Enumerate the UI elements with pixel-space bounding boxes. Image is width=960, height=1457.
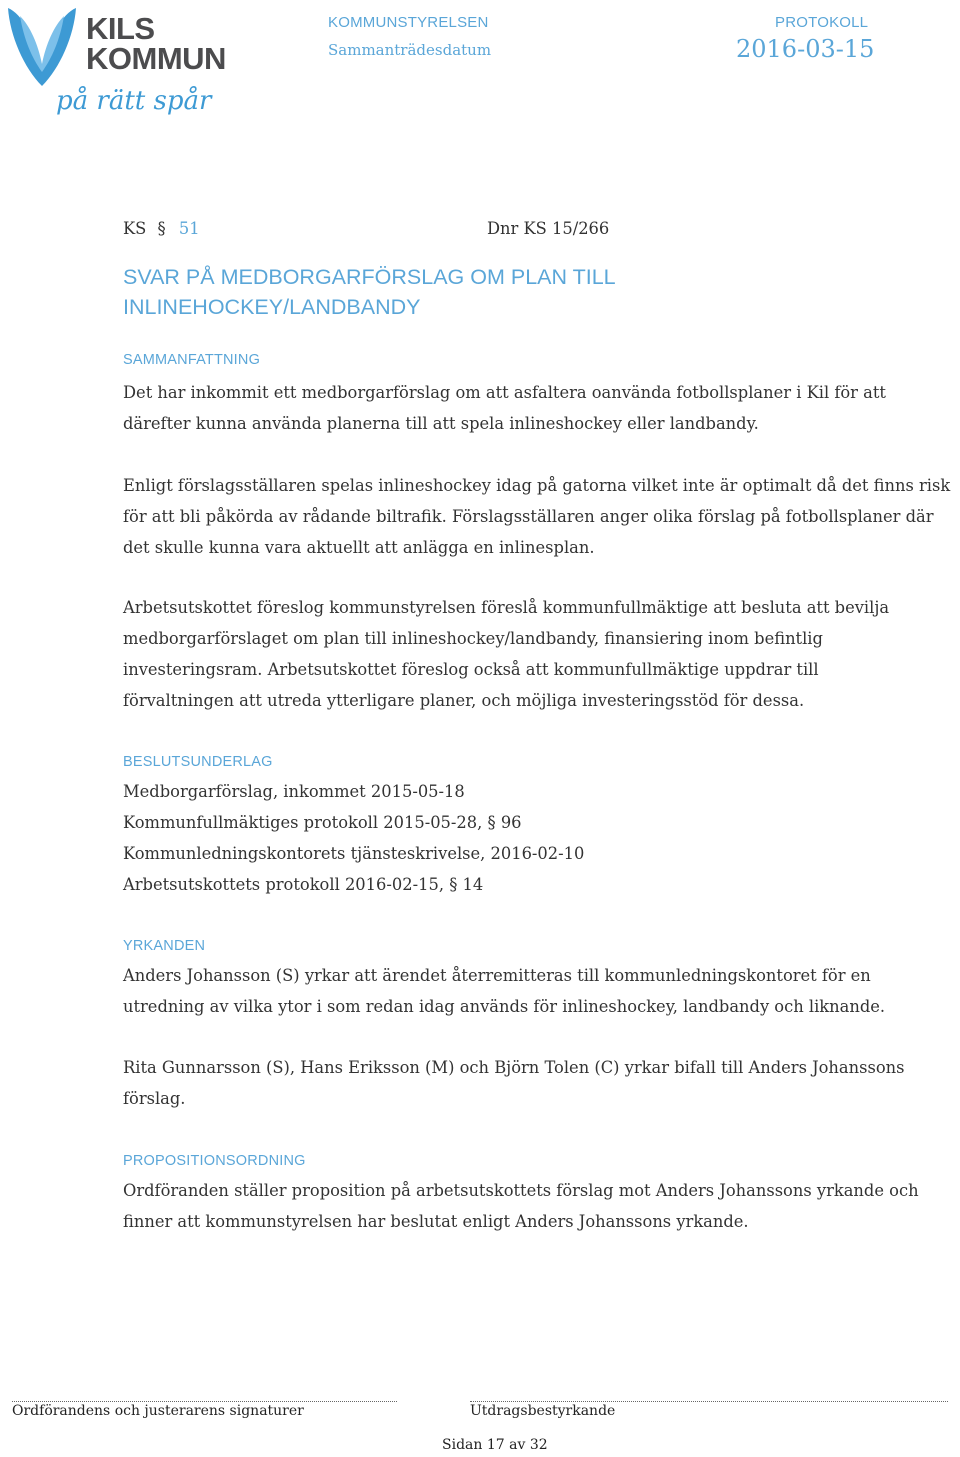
meeting-date: 2016-03-15 — [736, 35, 875, 63]
case-reference — [123, 219, 200, 238]
proposition-heading: PROPOSITIONSORDNING — [123, 1153, 306, 1169]
page-number: Sidan 17 av 32 — [442, 1437, 548, 1453]
basis-item-text: Kommunfullmäktiges protokoll 2015-05-28, — [123, 813, 483, 832]
motions-paragraph-2: Rita Gunnarsson (S), Hans Eriksson (M) och Björn Tolen (C) yrkar bifall till Anders Johanssons förslag. — [123, 1058, 905, 1108]
summary-heading: SAMMANFATTNING — [123, 352, 261, 368]
signatures-label: Ordförandens och justerarens signaturer — [12, 1403, 304, 1419]
basis-heading: BESLUTSUNDERLAG — [123, 754, 273, 770]
summary-paragraph-2: Enligt förslagsställaren spelas inlineshockey idag på gatorna vilket inte är optimalt då det finns risk för att bli påkörda av rådande biltrafik. Förslagsställaren anger olika förslag på fotbollsplaner där det skulle kunna vara aktuellt att anlägga en inlinesplan. — [123, 476, 951, 557]
doc-type: PROTOKOLL — [775, 14, 869, 31]
basis-item-text: Medborgarförslag, inkommet 2015-05-18 — [123, 782, 465, 801]
logo-line-2: KOMMUN — [86, 41, 226, 76]
basis-item-text: Kommunledningskontorets tjänsteskrivelse, 2016-02-10 — [123, 844, 585, 863]
extract-line — [470, 1401, 948, 1402]
body-label: KOMMUNSTYRELSEN — [328, 14, 489, 31]
summary-paragraph-3: Arbetsutskottet föreslog kommunstyrelsen föreslå kommunfullmäktige att besluta att bevilja medborgarförslaget om plan till inlineshockey/landbandy, finansiering inom befintlig investeringsram. Arbetsutskottet föreslog också att kommunfullmäktige uppdrar till förvaltningen att utreda ytterligare planer, och möjliga investeringsstöd för dessa. — [123, 598, 890, 710]
section-sign: § — [157, 219, 166, 238]
dnr: Dnr KS 15/266 — [487, 219, 610, 238]
extract-label: Utdragsbestyrkande — [470, 1403, 616, 1419]
proposition-paragraph: Ordföranden ställer proposition på arbetsutskottets förslag mot Anders Johanssons yrkande och finner att kommunstyrelsen har beslutat enligt Anders Johanssons yrkande. — [123, 1181, 919, 1231]
summary-paragraph-1: Det har inkommit ett medborgarförslag om att asfaltera oanvända fotbollsplaner i Kil för att därefter kunna använda planerna till att spela inlineshockey eller landbandy. — [123, 383, 886, 433]
logo-mark-icon — [4, 6, 80, 88]
case-prefix: KS — [123, 219, 147, 238]
basis-item-section: § 14 — [449, 875, 484, 894]
logo-line-1: KILS — [86, 11, 155, 46]
logo-tagline: på rätt spår — [56, 86, 212, 116]
basis-item — [123, 869, 483, 900]
motions-paragraph-1: Anders Johansson (S) yrkar att ärendet återremitteras till kommunledningskontoret för en utredning av vilka ytor i som redan idag används för inlineshockey, landbandy och liknande. — [123, 966, 886, 1016]
case-number: 51 — [178, 219, 200, 238]
basis-item — [123, 807, 522, 838]
date-label: Sammanträdesdatum — [328, 41, 492, 59]
basis-item-section: § 96 — [487, 813, 522, 832]
kils-kommun-logo — [0, 0, 230, 135]
basis-item — [123, 776, 465, 807]
title-line-2: INLINEHOCKEY/LANDBANDY — [123, 295, 421, 319]
signature-line — [12, 1401, 397, 1402]
motions-heading: YRKANDEN — [123, 938, 206, 954]
page-title — [123, 262, 823, 322]
basis-item-text: Arbetsutskottets protokoll 2016-02-15, — [123, 875, 444, 894]
basis-item — [123, 838, 584, 869]
title-line-1: SVAR PÅ MEDBORGARFÖRSLAG OM PLAN TILL — [123, 265, 616, 289]
